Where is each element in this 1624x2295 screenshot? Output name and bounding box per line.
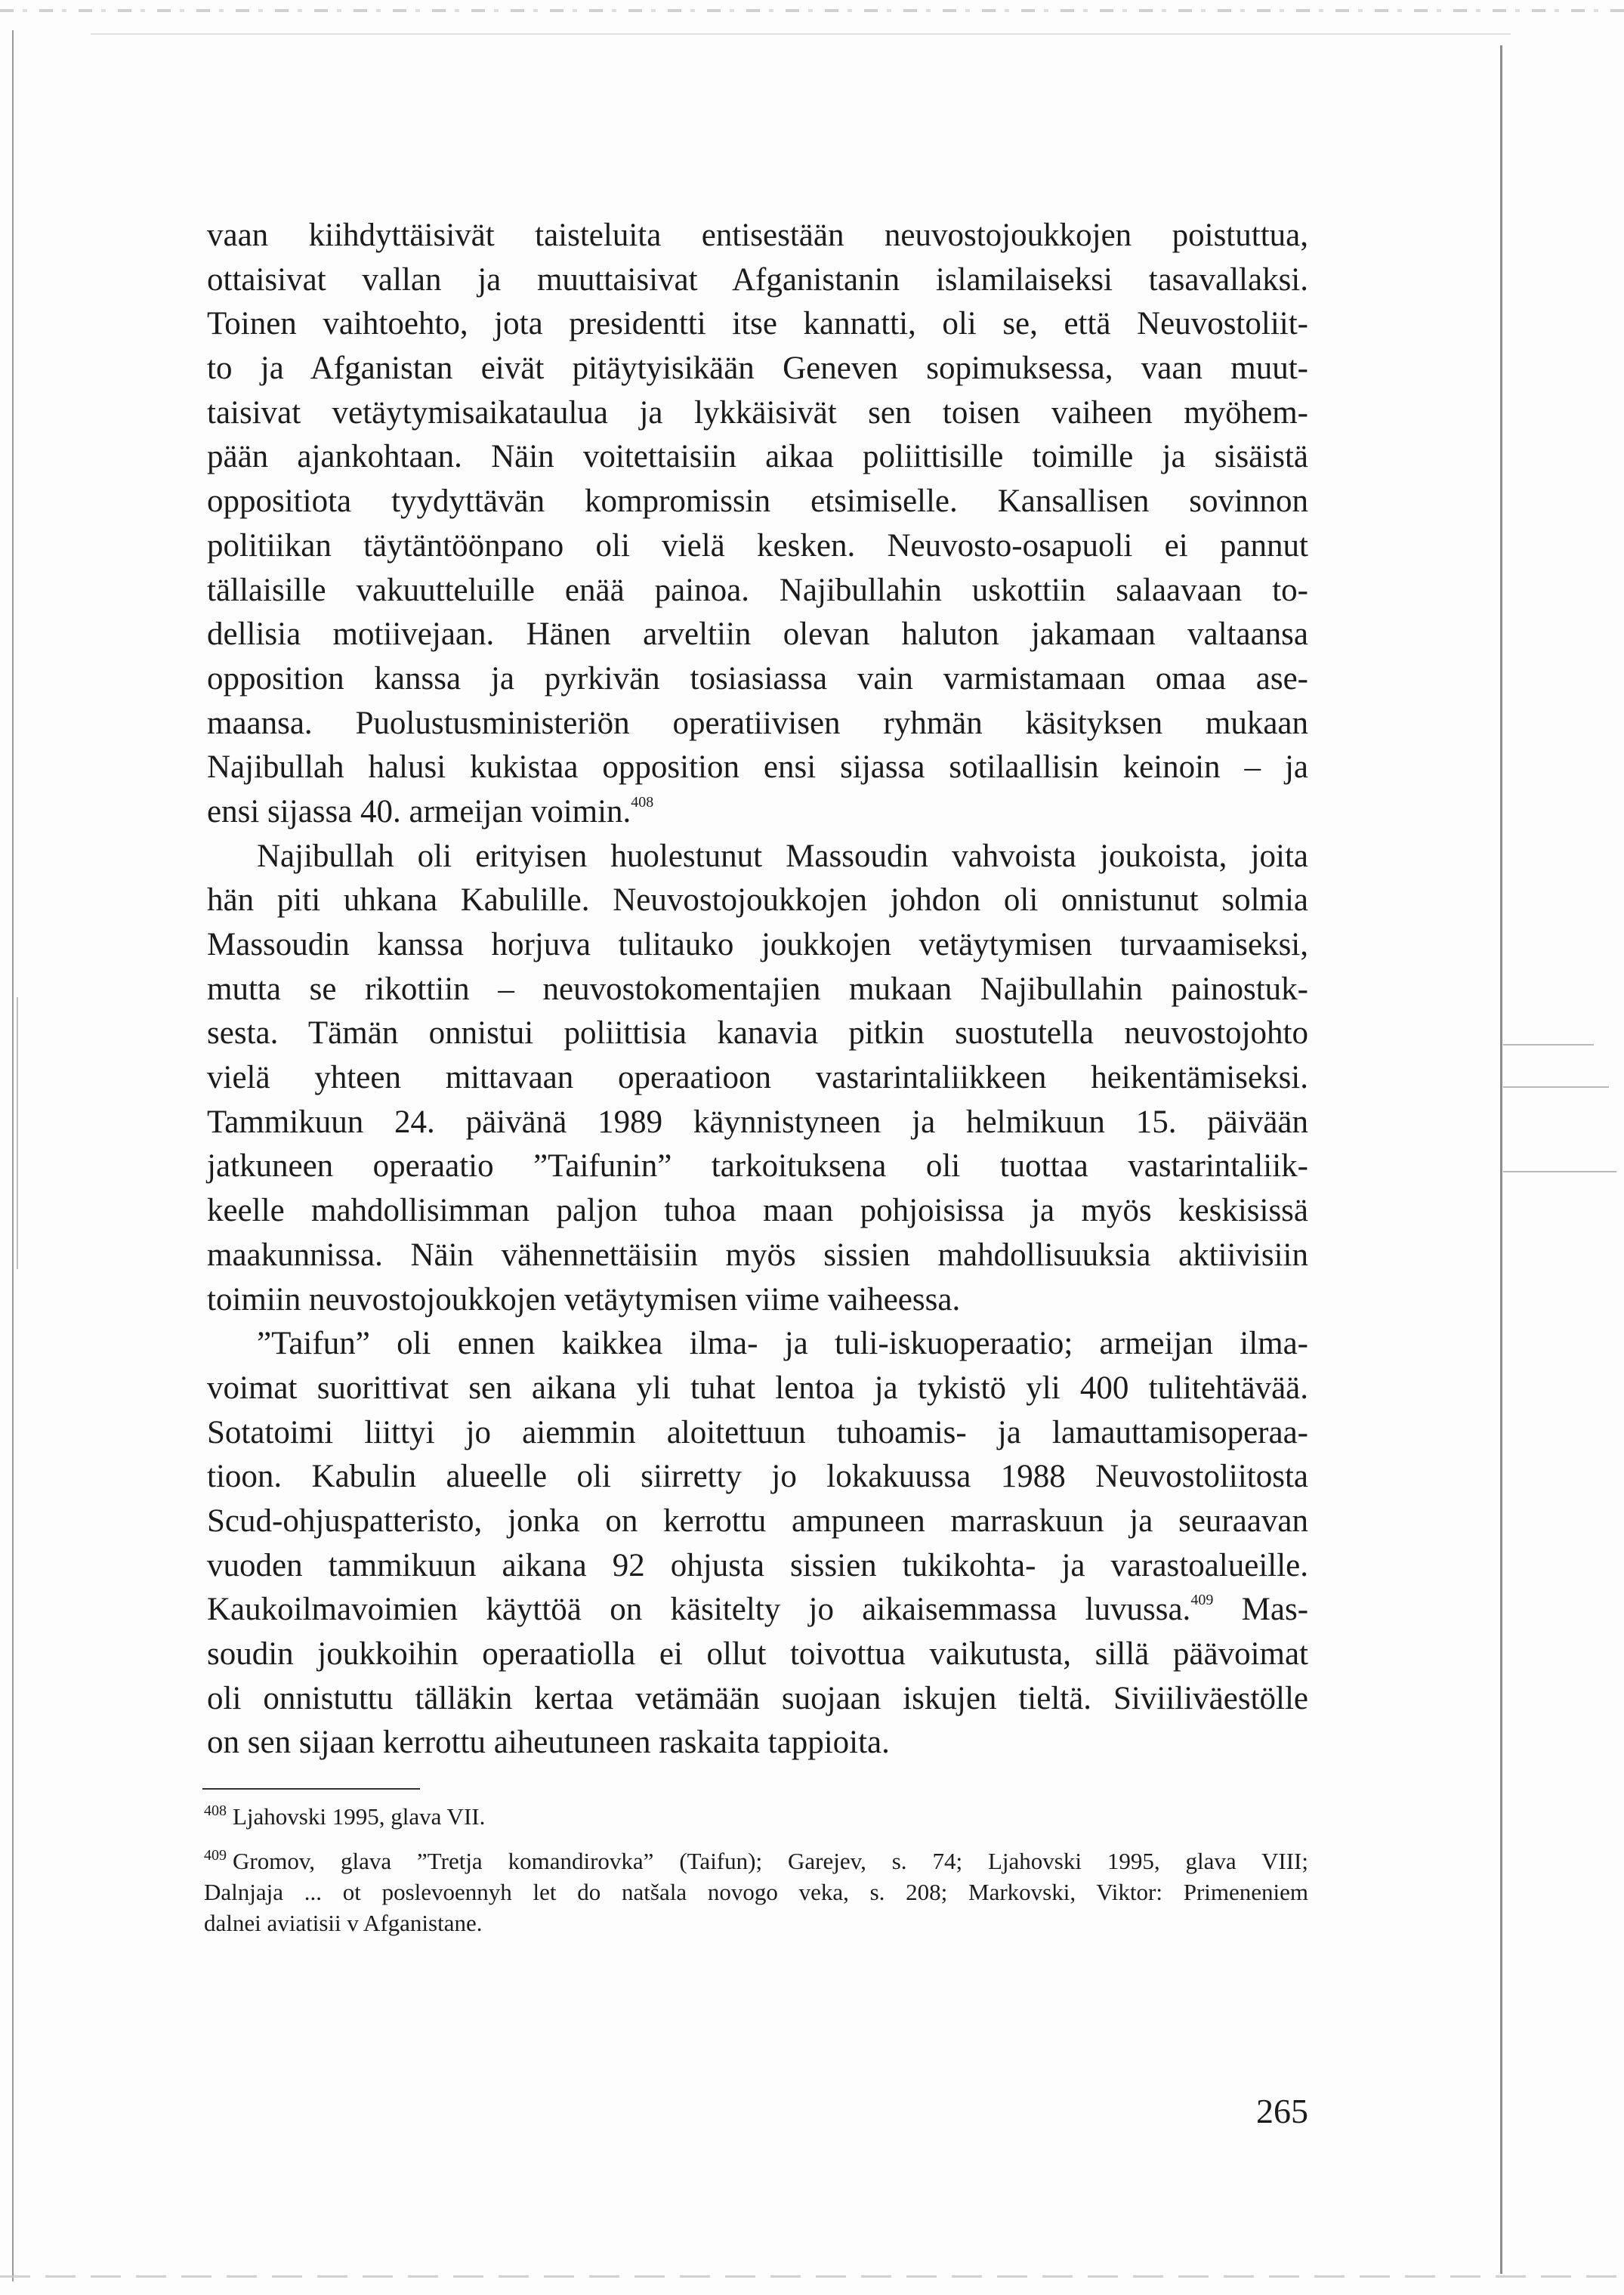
footnote-text: Gromov, glava ”Tretja komandirovka” (Taifun); Garejev, s. 74; Ljahovski 1995, glava VIII; xyxy=(233,1848,1308,1874)
scan-artifact-right-edge xyxy=(1500,45,1502,2274)
footnote-ref[interactable]: 408 xyxy=(631,793,654,811)
footnote-text: Ljahovski 1995, glava VII. xyxy=(233,1803,486,1830)
text-line: keelle mahdollisimman paljon tuhoa maan pohjoisissa ja myös keskisissä xyxy=(207,1193,1308,1229)
paragraph-first-line: Najibullah oli erityisen huolestunut Massoudin vahvoista joukoista, joita xyxy=(257,838,1308,874)
text-line: mutta se rikottiin – neuvostokomentajien mukaan Najibullahin painostuk- xyxy=(207,971,1308,1007)
footnote-408 xyxy=(204,1801,1308,1832)
text-line: tällaisille vakuutteluille enää painoa. Najibullahin uskottiin salaavaan to- xyxy=(207,572,1308,608)
text-line: voimat suorittivat sen aikana yli tuhat lentoa ja tykistö yli 400 tulitehtävää. xyxy=(207,1370,1308,1406)
text-line: vaan kiihdyttäisivät taisteluita entisestään neuvostojoukkojen poistuttua, xyxy=(207,218,1308,253)
text-line: vielä yhteen mittavaan operaatioon vastarintaliikkeen heikentämiseksi. xyxy=(207,1060,1308,1096)
scan-artifact-left-edge xyxy=(12,30,14,2281)
text-line: politiikan täytäntöönpano oli vielä kesken. Neuvosto-osapuoli ei pannut xyxy=(207,527,1308,564)
text-line-content: Kaukoilmavoimien käyttöä on käsitelty jo aikaisemmassa luvussa. xyxy=(207,1592,1191,1628)
footnote-separator xyxy=(202,1788,420,1790)
text-line: taisivat vetäytymisaikataulua ja lykkäisivät sen toisen vaiheen myöhem- xyxy=(207,394,1308,431)
text-line: toimiin neuvostojoukkojen vetäytymisen viime vaiheessa. xyxy=(207,1281,961,1317)
footnote-line: dalnei aviatisii v Afganistane. xyxy=(204,1910,483,1936)
text-line-tail: Mas- xyxy=(1213,1592,1309,1628)
text-line: oli onnistuttu tälläkin kertaa vetämään suojaan iskujen tieltä. Siviiliväestölle xyxy=(207,1680,1308,1716)
text-line: soudin joukkoihin operaatiolla ei ollut toivottua vaikutusta, sillä päävoimat xyxy=(207,1636,1308,1672)
text-line: Tammikuun 24. päivänä 1989 käynnistyneen ja helmikuun 15. päivään xyxy=(207,1104,1308,1140)
footnote-line xyxy=(204,1846,1308,1876)
text-line-with-footnote-ref xyxy=(207,790,1308,835)
text-line: hän piti uhkana Kabulille. Neuvostojoukkojen johdon oli onnistunut solmia xyxy=(207,882,1308,919)
text-line: to ja Afganistan eivät pitäytyisikään Geneven sopimuksessa, vaan muut- xyxy=(207,351,1308,387)
text-line: Sotatoimi liittyi jo aiemmin aloitettuun tuhoamis- ja lamauttamisoperaa- xyxy=(207,1414,1308,1450)
text-line: ottaisivat vallan ja muuttaisivat Afganistanin islamilaiseksi tasavallaksi. xyxy=(207,261,1308,298)
text-line: oppositiota tyydyttävän kompromissin etsimiselle. Kansallisen sovinnon xyxy=(207,483,1308,520)
text-line: Toinen vaihtoehto, jota presidentti itse kannatti, oli se, että Neuvostoliit- xyxy=(207,306,1308,342)
scan-artifact-top xyxy=(0,9,1624,12)
scan-artifact-tick xyxy=(1503,1086,1609,1088)
text-line-with-footnote-ref xyxy=(207,1588,1308,1632)
text-line: Scud-ohjuspatteristo, jonka on kerrottu ampuneen marraskuun ja seuraavan xyxy=(207,1503,1308,1539)
text-line: sesta. Tämän onnistui poliittisia kanavia pitkin suostutella neuvostojohto xyxy=(207,1015,1308,1052)
text-line: maansa. Puolustusministeriön operatiivisen ryhmän käsityksen mukaan xyxy=(207,705,1308,741)
text-line: Massoudin kanssa horjuva tulitauko joukkojen vetäytymisen turvaamiseksi, xyxy=(207,927,1308,962)
scan-artifact-bottom xyxy=(0,2275,1624,2278)
scan-artifact-tick xyxy=(1503,1044,1594,1046)
text-line: vuoden tammikuun aikana 92 ohjusta sissien tukikohta- ja varastoalueille. xyxy=(207,1547,1308,1583)
footnote-ref[interactable]: 409 xyxy=(1190,1592,1214,1609)
footnote-number: 408 xyxy=(204,1802,227,1819)
scan-artifact-tick xyxy=(1503,1171,1616,1172)
footnote-line: Dalnjaja ... ot poslevoennyh let do natšala novogo veka, s. 208; Markovski, Viktor: Primeneniem xyxy=(204,1879,1308,1905)
text-line: on sen sijaan kerrottu aiheutuneen raskaita tappioita. xyxy=(207,1725,890,1761)
footnote-number: 409 xyxy=(204,1847,227,1864)
footnote-line xyxy=(204,1801,1308,1832)
paragraph-first-line: ”Taifun” oli ennen kaikkea ilma- ja tuli-iskuoperaatio; armeijan ilma- xyxy=(257,1326,1308,1362)
scan-artifact-line xyxy=(91,33,1511,35)
text-line: tioon. Kabulin alueelle oli siirretty jo lokakuussa 1988 Neuvostoliitosta xyxy=(207,1459,1308,1495)
scan-artifact-left-mark xyxy=(17,997,18,1269)
text-line: pään ajankohtaan. Näin voitettaisiin aikaa poliittisille toimille ja sisäistä xyxy=(207,439,1308,475)
text-line-content: ensi sijassa 40. armeijan voimin. xyxy=(207,793,631,829)
text-line: jatkuneen operaatio ”Taifunin” tarkoituksena oli tuottaa vastarintaliik- xyxy=(207,1148,1308,1185)
text-line: dellisia motiivejaan. Hänen arveltiin olevan haluton jakamaan valtaansa xyxy=(207,616,1308,653)
text-line: Najibullah halusi kukistaa opposition ensi sijassa sotilaallisin keinoin – ja xyxy=(207,749,1308,786)
footnote-409 xyxy=(204,1846,1308,1938)
text-line: maakunnissa. Näin vähennettäisiin myös sissien mahdollisuuksia aktiivisiin xyxy=(207,1237,1308,1273)
text-line: opposition kanssa ja pyrkivän tosiasiassa vain varmistamaan omaa ase- xyxy=(207,660,1308,697)
footnotes xyxy=(204,1801,1308,1952)
body-text xyxy=(207,214,1308,1765)
page-number: 265 xyxy=(1256,2092,1308,2130)
